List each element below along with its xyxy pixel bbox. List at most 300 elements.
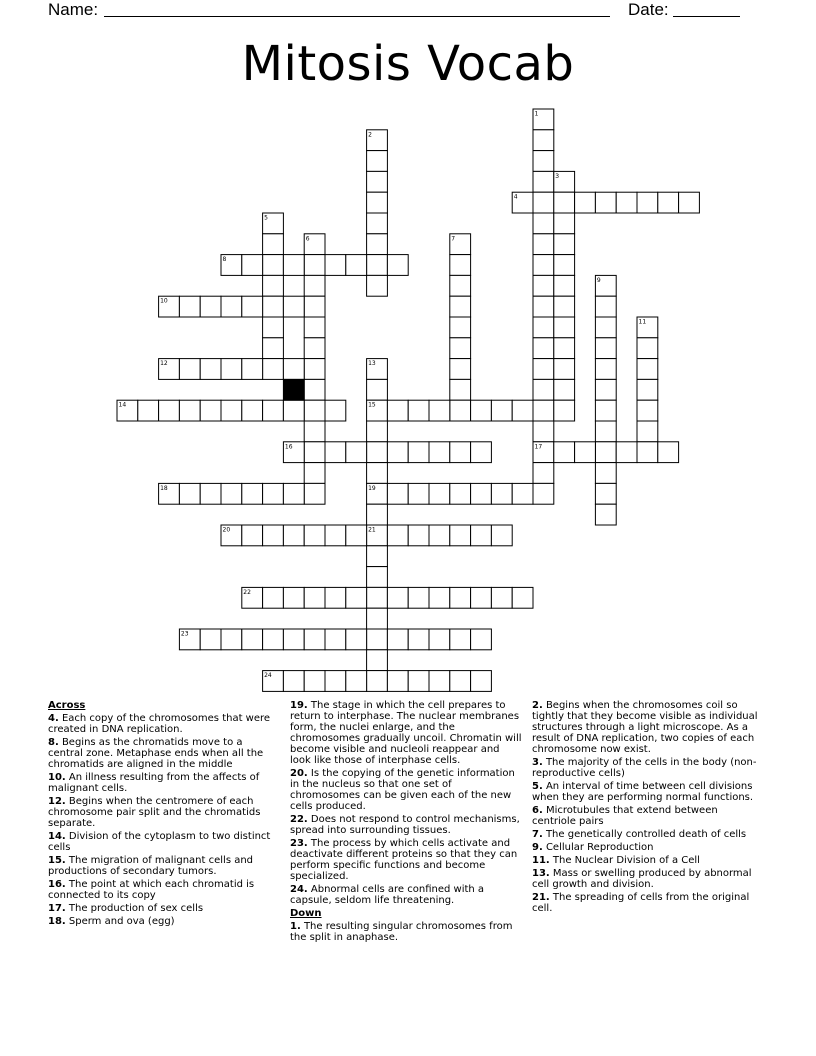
grid-cell[interactable] [367, 504, 388, 525]
grid-cell[interactable] [554, 234, 575, 255]
grid-cell[interactable] [616, 192, 637, 213]
grid-cell[interactable] [304, 629, 325, 650]
grid-cell[interactable] [429, 587, 450, 608]
grid-cell[interactable] [533, 130, 554, 151]
grid-cell[interactable] [200, 400, 221, 421]
grid-cell[interactable] [221, 359, 242, 380]
grid-cell[interactable] [283, 525, 304, 546]
clue-number-label: 11 [638, 318, 647, 326]
clue-text: The point at which each chromatid is connected to its copy [48, 879, 255, 901]
grid-cell[interactable] [408, 483, 429, 504]
grid-cell[interactable] [367, 608, 388, 629]
grid-cell[interactable] [408, 442, 429, 463]
grid-cell[interactable] [533, 463, 554, 484]
grid-cell[interactable] [595, 317, 616, 338]
clue-number-label: 12 [160, 360, 168, 368]
grid-cell[interactable] [221, 483, 242, 504]
clue-text: Cellular Reproduction [542, 842, 654, 853]
clue-item [48, 772, 273, 794]
clue-number: 9. [532, 842, 543, 853]
grid-cell[interactable] [283, 296, 304, 317]
grid-cell[interactable] [346, 587, 367, 608]
clue-number: 19. [290, 700, 308, 711]
clue-number-label: 14 [118, 401, 127, 409]
grid-cell[interactable] [263, 275, 284, 296]
grid-cell[interactable] [429, 671, 450, 692]
grid-cell[interactable] [242, 483, 263, 504]
grid-cell[interactable] [325, 587, 346, 608]
grid-cell[interactable] [450, 525, 471, 546]
grid-cell[interactable] [429, 400, 450, 421]
grid-cell[interactable] [367, 379, 388, 400]
clue-text: The stage in which the cell prepares to return to interphase. The nuclear membranes form, the nuclei enlarge, and the chromosomes gradually uncoil. Chromatin will become visible and nucleoli reappear and look like those of interphase cells. [290, 700, 522, 766]
grid-cell[interactable] [283, 359, 304, 380]
grid-cell[interactable] [554, 296, 575, 317]
clues-column-2 [290, 700, 522, 945]
clue-number: 23. [290, 838, 308, 849]
grid-cell[interactable] [595, 359, 616, 380]
clue-text: Division of the cytoplasm to two distinct cells [48, 831, 271, 853]
grid-cell[interactable] [263, 234, 284, 255]
grid-cell[interactable] [429, 483, 450, 504]
grid-cell[interactable] [242, 296, 263, 317]
clue-number: 6. [532, 805, 543, 816]
grid-cell[interactable] [367, 255, 388, 276]
clue-item [48, 796, 273, 829]
grid-cell[interactable] [138, 400, 159, 421]
grid-cell[interactable] [554, 442, 575, 463]
clue-number: 11. [532, 855, 550, 866]
clue-item [48, 737, 273, 770]
grid-cell[interactable] [304, 442, 325, 463]
clue-number-label: 2 [368, 131, 372, 139]
black-cell [283, 379, 304, 400]
clue-number: 21. [532, 892, 550, 903]
clue-text: Microtubules that extend between centriole pairs [532, 805, 718, 827]
clue-text: Each copy of the chromosomes that were created in DNA replication. [48, 713, 271, 735]
grid-cell[interactable] [387, 587, 408, 608]
grid-cell[interactable] [616, 442, 637, 463]
clue-number-label: 24 [264, 672, 272, 680]
grid-cell[interactable] [491, 400, 512, 421]
clue-text: The Nuclear Division of a Cell [549, 855, 700, 866]
grid-cell[interactable] [637, 442, 658, 463]
grid-cell[interactable] [283, 400, 304, 421]
grid-cell[interactable] [200, 629, 221, 650]
grid-cell[interactable] [533, 213, 554, 234]
clue-text: The genetically controlled death of cells [542, 829, 747, 840]
clue-number-label: 5 [264, 214, 268, 222]
grid-cell[interactable] [450, 275, 471, 296]
clues-column-1 [48, 700, 273, 929]
grid-cell[interactable] [367, 650, 388, 671]
clue-number-label: 16 [284, 443, 293, 451]
grid-cell[interactable] [595, 192, 616, 213]
clue-text: Abnormal cells are confined with a capsule, seldom life threatening. [290, 884, 485, 906]
grid-cell[interactable] [304, 275, 325, 296]
grid-cell[interactable] [491, 483, 512, 504]
clue-number: 15. [48, 855, 66, 866]
clue-number: 24. [290, 884, 308, 895]
clue-item [48, 831, 273, 853]
grid-cell[interactable] [367, 234, 388, 255]
grid-cell[interactable] [242, 400, 263, 421]
grid-cell[interactable] [387, 671, 408, 692]
grid-cell[interactable] [637, 379, 658, 400]
grid-cell[interactable] [450, 483, 471, 504]
grid-cell[interactable] [450, 671, 471, 692]
grid-cell[interactable] [367, 463, 388, 484]
grid-cell[interactable] [367, 546, 388, 567]
grid-cell[interactable] [367, 587, 388, 608]
clue-text: Does not respond to control mechanisms, spread into surrounding tissues. [290, 814, 520, 836]
grid-cell[interactable] [283, 629, 304, 650]
grid-cell[interactable] [595, 379, 616, 400]
grid-cell[interactable] [242, 359, 263, 380]
clue-number: 22. [290, 814, 308, 825]
across-heading: Across [48, 700, 86, 711]
grid-cell[interactable] [679, 192, 700, 213]
grid-cell[interactable] [263, 587, 284, 608]
clue-number-label: 13 [368, 360, 376, 368]
grid-cell[interactable] [221, 629, 242, 650]
grid-cell[interactable] [367, 213, 388, 234]
grid-cell[interactable] [554, 275, 575, 296]
grid-cell[interactable] [637, 359, 658, 380]
clue-item [48, 916, 273, 927]
grid-cell[interactable] [263, 317, 284, 338]
clue-number-label: 15 [368, 401, 376, 409]
grid-cell[interactable] [263, 483, 284, 504]
grid-cell[interactable] [367, 151, 388, 172]
grid-cell[interactable] [263, 629, 284, 650]
grid-cell[interactable] [200, 483, 221, 504]
grid-cell[interactable] [658, 442, 679, 463]
clue-number: 2. [532, 700, 543, 711]
grid-cell[interactable] [637, 192, 658, 213]
grid-cell[interactable] [304, 296, 325, 317]
clue-text: The spreading of cells from the original cell. [532, 892, 750, 914]
grid-cell[interactable] [367, 671, 388, 692]
clue-number-label: 17 [534, 443, 543, 451]
grid-cell[interactable] [595, 338, 616, 359]
grid-cell[interactable] [283, 671, 304, 692]
grid-cell[interactable] [304, 379, 325, 400]
clue-number-label: 8 [222, 256, 227, 264]
grid-cell[interactable] [387, 483, 408, 504]
clue-text: An illness resulting from the affects of malignant cells. [48, 772, 260, 794]
clue-item [290, 768, 522, 812]
clue-text: Begins as the chromatids move to a central zone. Metaphase ends when all the chromatids are aligned in the middle [48, 737, 264, 770]
grid-cell[interactable] [304, 421, 325, 442]
grid-cell[interactable] [595, 400, 616, 421]
grid-cell[interactable] [283, 255, 304, 276]
grid-cell[interactable] [263, 296, 284, 317]
clue-number-label: 3 [555, 172, 560, 180]
grid-cell[interactable] [450, 338, 471, 359]
grid-cell[interactable] [637, 421, 658, 442]
grid-cell[interactable] [491, 525, 512, 546]
grid-cell[interactable] [263, 338, 284, 359]
grid-cell[interactable] [595, 483, 616, 504]
clues-column-3 [532, 700, 764, 916]
grid-cell[interactable] [533, 359, 554, 380]
grid-cell[interactable] [512, 587, 533, 608]
clue-text: Begins when the chromosomes coil so tightly that they become visible as individual structures through a light microscope. As a result of DNA replication, two copies of each chromosome now exist. [532, 700, 758, 755]
grid-cell[interactable] [533, 317, 554, 338]
grid-cell[interactable] [346, 629, 367, 650]
grid-cell[interactable] [533, 151, 554, 172]
clue-number: 3. [532, 757, 543, 768]
grid-cell[interactable] [471, 525, 492, 546]
grid-cell[interactable] [304, 671, 325, 692]
grid-cell[interactable] [179, 400, 200, 421]
grid-cell[interactable] [367, 275, 388, 296]
clue-number: 12. [48, 796, 66, 807]
grid-cell[interactable] [533, 192, 554, 213]
clue-number-label: 7 [451, 235, 456, 243]
clue-number: 4. [48, 713, 59, 724]
grid-cell[interactable] [450, 359, 471, 380]
grid-cell[interactable] [450, 587, 471, 608]
page-title: Mitosis Vocab [241, 36, 575, 92]
clue-number: 13. [532, 868, 550, 879]
grid-cell[interactable] [283, 587, 304, 608]
clue-number-label: 18 [160, 484, 168, 492]
grid-cell[interactable] [408, 629, 429, 650]
grid-cell[interactable] [533, 338, 554, 359]
grid-cell[interactable] [325, 400, 346, 421]
grid-cell[interactable] [554, 338, 575, 359]
grid-cell[interactable] [533, 275, 554, 296]
grid-cell[interactable] [533, 296, 554, 317]
grid-cell[interactable] [595, 296, 616, 317]
grid-cell[interactable] [304, 587, 325, 608]
grid-cell[interactable] [304, 483, 325, 504]
grid-cell[interactable] [242, 255, 263, 276]
grid-cell[interactable] [159, 400, 180, 421]
grid-cell[interactable] [429, 525, 450, 546]
grid-cell[interactable] [471, 671, 492, 692]
grid-cell[interactable] [450, 255, 471, 276]
clue-item [532, 892, 764, 914]
grid-cell[interactable] [471, 629, 492, 650]
grid-cell[interactable] [575, 192, 596, 213]
grid-cell[interactable] [554, 317, 575, 338]
clue-item [48, 903, 273, 914]
grid-cell[interactable] [179, 483, 200, 504]
grid-cell[interactable] [367, 442, 388, 463]
grid-cell[interactable] [471, 400, 492, 421]
clue-number-label: 21 [368, 526, 376, 534]
clue-item [48, 855, 273, 877]
clue-number: 10. [48, 772, 66, 783]
grid-cell[interactable] [554, 359, 575, 380]
clue-text: Sperm and ova (egg) [65, 916, 175, 927]
grid-cell[interactable] [450, 296, 471, 317]
grid-cell[interactable] [387, 629, 408, 650]
clue-number: 20. [290, 768, 308, 779]
grid-cell[interactable] [179, 296, 200, 317]
grid-cell[interactable] [221, 400, 242, 421]
date-label: Date: [628, 0, 669, 19]
grid-cell[interactable] [263, 255, 284, 276]
grid-cell[interactable] [658, 192, 679, 213]
grid-cell[interactable] [554, 213, 575, 234]
grid-cell[interactable] [242, 629, 263, 650]
clue-number: 7. [532, 829, 543, 840]
grid-cell[interactable] [346, 671, 367, 692]
clue-item [532, 781, 764, 803]
clue-number: 16. [48, 879, 66, 890]
grid-cell[interactable] [263, 400, 284, 421]
grid-cell[interactable] [533, 483, 554, 504]
grid-cell[interactable] [471, 483, 492, 504]
clue-number: 1. [290, 921, 301, 932]
grid-cell[interactable] [554, 255, 575, 276]
clue-number-label: 23 [180, 630, 189, 638]
grid-cell[interactable] [304, 255, 325, 276]
clue-item [48, 879, 273, 901]
grid-cell[interactable] [325, 629, 346, 650]
grid-cell[interactable] [471, 587, 492, 608]
clue-number-label: 22 [243, 588, 251, 596]
grid-cell[interactable] [450, 379, 471, 400]
grid-cell[interactable] [325, 525, 346, 546]
clue-text: The resulting singular chromosomes from the split in anaphase. [290, 921, 513, 943]
clue-item [290, 700, 522, 766]
grid-cell[interactable] [512, 400, 533, 421]
grid-cell[interactable] [304, 317, 325, 338]
grid-cell[interactable] [575, 442, 596, 463]
grid-cell[interactable] [200, 359, 221, 380]
grid-cell[interactable] [263, 359, 284, 380]
clue-number-label: 10 [160, 297, 168, 305]
name-label: Name: [48, 0, 99, 19]
grid-cell[interactable] [450, 400, 471, 421]
grid-cell[interactable] [533, 379, 554, 400]
grid-cell[interactable] [346, 442, 367, 463]
clue-number-label: 9 [596, 276, 601, 284]
grid-cell[interactable] [367, 171, 388, 192]
clue-item [532, 855, 764, 866]
down-heading: Down [290, 908, 322, 919]
grid-cell[interactable] [408, 525, 429, 546]
grid-cell[interactable] [304, 359, 325, 380]
clue-text: The production of sex cells [65, 903, 204, 914]
clue-item [532, 842, 764, 853]
grid-cell[interactable] [304, 525, 325, 546]
grid-cell[interactable] [200, 296, 221, 317]
grid-cell[interactable] [450, 317, 471, 338]
grid-cell[interactable] [637, 400, 658, 421]
clue-item [290, 921, 522, 943]
clue-number-label: 19 [368, 484, 376, 492]
clue-number-label: 20 [222, 526, 231, 534]
clue-text: An interval of time between cell divisions when they are performing normal functions. [532, 781, 754, 803]
clue-number-label: 1 [534, 110, 539, 118]
grid-cell[interactable] [637, 338, 658, 359]
clue-item [532, 868, 764, 890]
grid-cell[interactable] [367, 567, 388, 588]
grid-cell[interactable] [450, 442, 471, 463]
clue-item [532, 700, 764, 755]
grid-cell[interactable] [367, 421, 388, 442]
grid-cell[interactable] [595, 463, 616, 484]
grid-cell[interactable] [387, 525, 408, 546]
grid-cell[interactable] [346, 525, 367, 546]
grid-cell[interactable] [325, 442, 346, 463]
grid-cell[interactable] [325, 671, 346, 692]
grid-cell[interactable] [408, 587, 429, 608]
clue-item [48, 713, 273, 735]
grid-cell[interactable] [304, 400, 325, 421]
clue-number: 5. [532, 781, 543, 792]
grid-cell[interactable] [304, 463, 325, 484]
grid-cell[interactable] [429, 629, 450, 650]
grid-cell[interactable] [179, 359, 200, 380]
grid-cell[interactable] [387, 442, 408, 463]
grid-cell[interactable] [554, 192, 575, 213]
grid-cell[interactable] [554, 400, 575, 421]
clue-item [290, 838, 522, 882]
grid-cell[interactable] [304, 338, 325, 359]
grid-cell[interactable] [450, 629, 471, 650]
grid-cell[interactable] [283, 483, 304, 504]
grid-cell[interactable] [595, 442, 616, 463]
grid-cell[interactable] [533, 171, 554, 192]
clue-number: 8. [48, 737, 59, 748]
clue-number-label: 6 [305, 235, 310, 243]
grid-cell[interactable] [387, 400, 408, 421]
clue-item [290, 814, 522, 836]
clue-text: The majority of the cells in the body (non-reproductive cells) [532, 757, 757, 779]
grid-cell[interactable] [346, 255, 367, 276]
grid-cell[interactable] [595, 504, 616, 525]
grid-cell[interactable] [595, 421, 616, 442]
clue-text: The migration of malignant cells and productions of secondary tumors. [48, 855, 254, 877]
grid-cell[interactable] [471, 442, 492, 463]
clue-number: 14. [48, 831, 66, 842]
grid-cell[interactable] [533, 234, 554, 255]
clue-item [532, 829, 764, 840]
grid-cell[interactable] [408, 400, 429, 421]
grid-cell[interactable] [387, 255, 408, 276]
clue-number: 17. [48, 903, 66, 914]
grid-cell[interactable] [533, 255, 554, 276]
grid-cell[interactable] [512, 483, 533, 504]
grid-cell[interactable] [533, 400, 554, 421]
clue-text: Begins when the centromere of each chromosome pair split and the chromatids separate. [48, 796, 261, 829]
grid-cell[interactable] [429, 442, 450, 463]
grid-cell[interactable] [325, 255, 346, 276]
grid-cell[interactable] [367, 192, 388, 213]
grid-cell[interactable] [263, 525, 284, 546]
grid-cell[interactable] [242, 525, 263, 546]
clue-text: Mass or swelling produced by abnormal cell growth and division. [532, 868, 752, 890]
grid-cell[interactable] [221, 296, 242, 317]
clue-item [532, 805, 764, 827]
clue-number-label: 4 [513, 193, 518, 201]
clue-item [290, 884, 522, 906]
grid-cell[interactable] [408, 671, 429, 692]
clue-item [532, 757, 764, 779]
grid-cell[interactable] [554, 379, 575, 400]
clue-text: Is the copying of the genetic information in the nucleus so that one set of chromosomes can be given each of the new cells produced. [290, 768, 515, 812]
grid-cell[interactable] [533, 421, 554, 442]
grid-cell[interactable] [491, 587, 512, 608]
grid-cell[interactable] [367, 629, 388, 650]
